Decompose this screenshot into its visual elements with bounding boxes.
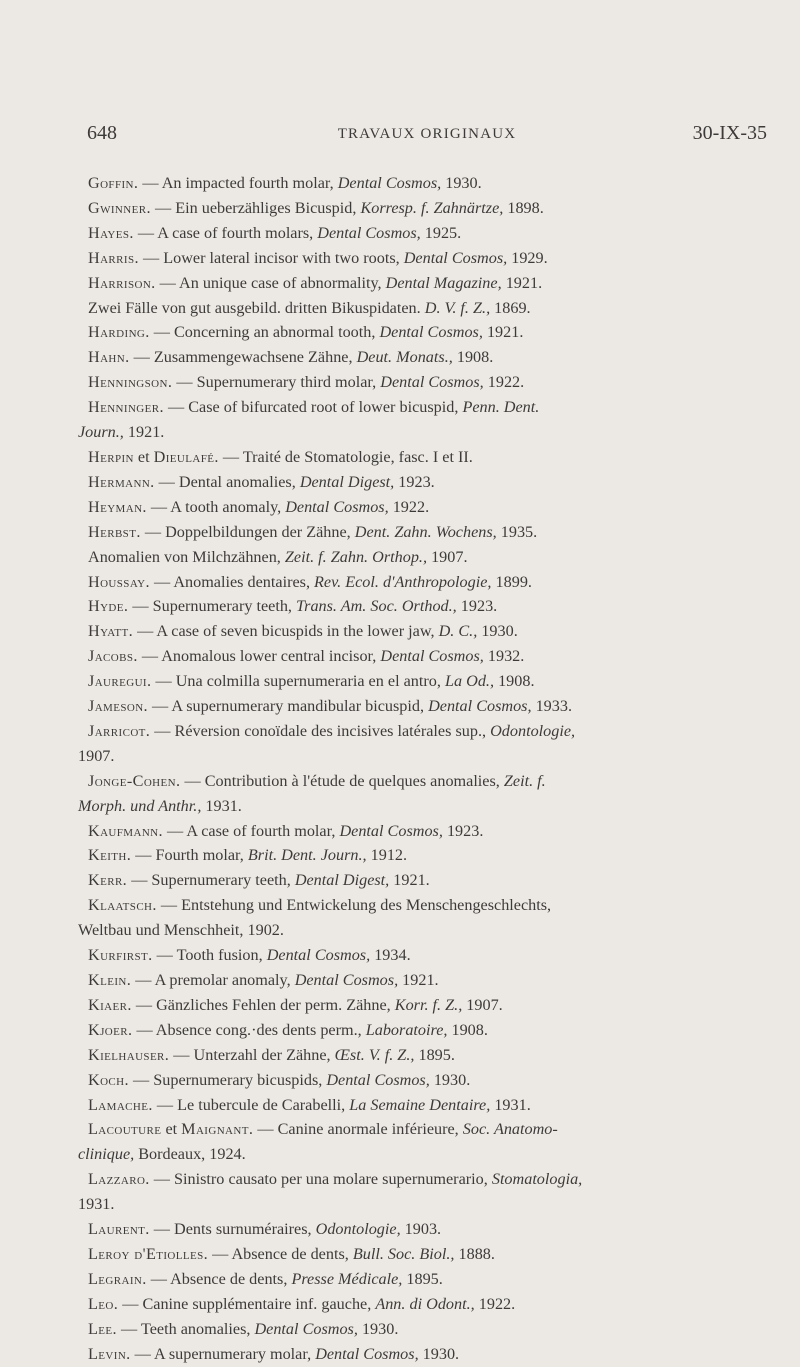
entry-year: 1921. (123, 423, 165, 442)
entry-author: Koch. (88, 1070, 129, 1089)
entry-author: Kjoer. (88, 1020, 133, 1039)
bibliography-entry (88, 1317, 768, 1342)
entry-author: Harding. (88, 323, 150, 342)
entry-journal: Zeit. f. (503, 771, 546, 790)
entry-author: Jarricot. (88, 721, 151, 740)
entry-journal: Dental Cosmos, (317, 223, 421, 242)
entry-author: Jameson. (88, 697, 148, 716)
entry-journal: Dental Cosmos, (326, 1070, 430, 1089)
entry-journal: Deut. Monats., (356, 348, 453, 367)
entry-author: Jacobs. (88, 647, 138, 666)
entry-text: et (161, 1120, 182, 1139)
entry-author: Kaufmann. (88, 821, 163, 840)
entry-journal: Soc. Anatomo- (462, 1120, 558, 1139)
entry-author: Klein. (88, 971, 132, 989)
entry-year: 1888. (454, 1244, 495, 1263)
entry-year: 1898. (503, 198, 544, 217)
entry-text: — Sinistro causato per una molare supernumerario, (149, 1170, 492, 1189)
entry-author: Jauregui. (88, 672, 152, 691)
entry-author: Klaatsch. (88, 896, 157, 915)
entry-year: 1903. (400, 1220, 442, 1239)
entry-journal: Laboratoire, (365, 1020, 448, 1039)
entry-text: — Ein ueberzähliges Bicuspid, (150, 198, 361, 217)
entry-journal: Dental Cosmos, (266, 946, 371, 965)
entry-journal: D. V. f. Z., (424, 298, 491, 317)
bibliography-entry (88, 1068, 768, 1093)
entry-journal: Trans. Am. Soc. Orthod., (296, 597, 457, 616)
entry-text: et (133, 447, 154, 466)
entry-year: 1932. (483, 647, 525, 666)
entry-text: — Supernumerary teeth, (127, 871, 295, 890)
bibliography-entry (88, 594, 768, 619)
entry-text: — A premolar anomaly, (131, 971, 295, 989)
entry-author: Maignant. (181, 1120, 254, 1139)
entry-text: — Unterzahl der Zähne, (169, 1045, 335, 1064)
bibliography-entry (88, 1018, 768, 1043)
bibliography-entry (88, 495, 768, 520)
bibliography-entry (78, 395, 768, 445)
bibliography-entry (78, 769, 768, 819)
entry-continuation (78, 918, 768, 943)
bibliography-entry (88, 470, 768, 495)
entry-continuation (78, 1142, 768, 1167)
bibliography-entry (88, 1267, 768, 1292)
entry-year: 1922. (483, 373, 525, 392)
entry-continuation (78, 420, 768, 445)
entry-journal: Œst. V. f. Z., (334, 1045, 415, 1064)
entry-text: — Gänzliches Fehlen der perm. Zähne, (131, 995, 395, 1014)
entry-journal: Dental Cosmos, (339, 821, 443, 840)
entry-author: Hyatt. (88, 622, 134, 641)
bibliography-entry (78, 1167, 768, 1217)
running-title: TRAVAUX ORIGINAUX (337, 126, 517, 142)
entry-year: 1922. (474, 1294, 516, 1313)
entry-journal: Dental Cosmos, (380, 647, 484, 666)
entry-text: — Contribution à l'étude de quelques anomalies, (180, 771, 504, 790)
entry-text: — Dents surnuméraires, (149, 1220, 316, 1239)
entry-text: — Le tubercule de Carabelli, (152, 1095, 350, 1114)
entry-text: — Lower lateral incisor with two roots, (138, 248, 404, 267)
bibliography-entry (88, 868, 768, 893)
bibliography-entry (88, 296, 768, 321)
bibliography-entry (88, 843, 768, 868)
entry-author: Henninger. (88, 398, 164, 417)
bibliography-entry (88, 171, 768, 196)
entry-year: 1931. (490, 1095, 531, 1114)
bibliography-entry (88, 246, 768, 271)
entry-journal: Ann. di Odont., (375, 1294, 475, 1313)
entry-year: 1935. (496, 522, 538, 541)
entry-journal: Dental Cosmos, (379, 323, 483, 342)
entry-year: 1925. (420, 223, 462, 242)
entry-text: — Supernumerary bicuspids, (128, 1070, 327, 1089)
entry-journal: Dental Cosmos, (254, 1319, 358, 1338)
entry-year: 1922. (388, 497, 430, 516)
entry-journal: La Semaine Dentaire, (349, 1095, 491, 1114)
entry-text: — Tooth fusion, (152, 946, 267, 965)
entry-year: 1921. (398, 971, 439, 989)
entry-text: — Case of bifurcated root of lower bicuspid, (163, 398, 463, 417)
entry-year: 1923. (456, 597, 498, 616)
entry-text: — A supernumerary mandibular bicuspid, (148, 697, 429, 716)
entry-year: Bordeaux, 1924. (134, 1145, 246, 1164)
entry-text: — A case of fourth molar, (162, 821, 340, 840)
entry-text: — An impacted fourth molar, (138, 174, 338, 192)
bibliography-entry (88, 1093, 768, 1118)
bibliography-entry (88, 370, 768, 395)
entry-text: — Doppelbildungen der Zähne, (140, 522, 355, 541)
page-number: 648 (87, 122, 117, 144)
entry-author: Harris. (88, 248, 139, 267)
entry-journal: Dental Digest, (294, 871, 390, 890)
entry-text: — A supernumerary molar, (130, 1344, 316, 1363)
bibliography-entry (88, 619, 768, 644)
entry-year: 1921. (501, 273, 543, 292)
entry-author: Lamache. (88, 1095, 153, 1114)
bibliography-entry (88, 545, 768, 570)
entry-journal: D. C., (438, 622, 478, 641)
entry-journal: Morph. und Anthr., (78, 796, 202, 815)
bibliography-entry (88, 694, 768, 719)
entry-journal: Dental Cosmos, (315, 1344, 419, 1363)
entry-journal: clinique, (78, 1145, 135, 1164)
entry-continuation (78, 744, 768, 769)
entry-author: Laurent. (88, 1220, 150, 1239)
entry-journal: Presse Médicale, (291, 1269, 403, 1288)
entry-year: 1930. (477, 622, 518, 641)
entry-author: Hermann. (88, 472, 155, 491)
entry-year: 1930. (441, 174, 482, 192)
entry-journal: Korr. f. Z., (394, 995, 463, 1014)
entry-journal: Dental Cosmos, (294, 971, 399, 989)
entry-author: Keith. (88, 846, 132, 865)
page-header (87, 122, 767, 152)
entry-journal: Dent. Zahn. Wochens, (354, 522, 497, 541)
entry-author: Lazzaro. (88, 1170, 150, 1189)
entry-continuation (78, 794, 768, 819)
entry-journal: Zeit. f. Zahn. Orthop., (284, 547, 428, 566)
entry-author: Jonge-Cohen. (88, 771, 181, 790)
entry-author: Lacouture (88, 1120, 162, 1139)
entry-text: — Absence de dents, (208, 1244, 353, 1263)
entry-year: 1908. (494, 672, 535, 691)
entry-year: 1921. (482, 323, 524, 342)
entry-author: Hyde. (88, 597, 129, 616)
entry-text: — Dental anomalies, (154, 472, 300, 491)
entry-year: 1899. (491, 572, 532, 591)
entry-text: 1931. (78, 1195, 115, 1214)
entry-author: Herpin (88, 447, 134, 466)
entry-text: — A case of fourth molars, (133, 223, 318, 242)
entry-author: Goffin. (88, 174, 139, 192)
entry-journal: Dental Magazine, (385, 273, 502, 292)
entry-text: — Absence cong.·des dents perm., (132, 1020, 366, 1039)
entry-journal: Odontologie, (315, 1220, 401, 1239)
bibliography-entry (78, 893, 768, 943)
entry-text: Anomalien von Milchzähnen, (88, 547, 285, 566)
entry-year: 1895. (414, 1045, 455, 1064)
entry-text: — Anomalous lower central incisor, (137, 647, 381, 666)
bibliography-list (78, 171, 768, 1367)
entry-author: Hahn. (88, 348, 130, 367)
entry-text: — Canine anormale inférieure, (253, 1120, 463, 1139)
entry-text: — A case of seven bicuspids in the lower jaw, (133, 622, 439, 641)
entry-author: Kurfirst. (88, 946, 153, 965)
bibliography-entry (78, 1117, 768, 1167)
entry-journal: Dental Cosmos, (428, 697, 532, 716)
entry-journal: Dental Cosmos, (380, 373, 484, 392)
entry-journal: Rev. Ecol. d'Anthropologie, (314, 572, 492, 591)
entry-journal: Korresp. f. Zahnärtze, (360, 198, 504, 217)
entry-author: Lee. (88, 1319, 117, 1338)
entry-year: 1931. (201, 796, 242, 815)
entry-journal: Dental Digest, (299, 472, 395, 491)
entry-continuation (78, 1192, 768, 1217)
entry-year: 1923. (394, 472, 435, 491)
entry-text: — Canine supplémentaire inf. gauche, (118, 1294, 376, 1313)
entry-year: 1908. (452, 348, 494, 367)
bibliography-entry (88, 271, 768, 296)
bibliography-entry (88, 943, 768, 968)
entry-author: Dieulafé. (153, 447, 219, 466)
entry-year: 1929. (507, 248, 548, 267)
entry-author: Leroy d'Etiolles. (88, 1244, 209, 1263)
bibliography-entry (88, 345, 768, 370)
entry-journal: Stomatologia, (491, 1170, 583, 1189)
bibliography-entry (88, 520, 768, 545)
entry-year: 1895. (402, 1269, 443, 1288)
entry-text: — Una colmilla supernumeraria en el antro, (151, 672, 445, 691)
entry-author: Henningson. (88, 373, 173, 392)
entry-text: — Entstehung und Entwickelung des Menschengeschlechts, (156, 896, 552, 915)
entry-year: 1923. (442, 821, 484, 840)
entry-text: — Absence de dents, (146, 1269, 292, 1288)
entry-year: 1907. (462, 995, 503, 1014)
bibliography-entry (88, 644, 768, 669)
bibliography-entry (88, 221, 768, 246)
entry-text: — Anomalies dentaires, (149, 572, 315, 591)
header-date: 30-IX-35 (692, 122, 767, 144)
entry-author: Harrison. (88, 273, 156, 292)
bibliography-entry (88, 320, 768, 345)
entry-journal: Bull. Soc. Biol., (352, 1244, 455, 1263)
entry-author: Legrain. (88, 1269, 147, 1288)
entry-author: Houssay. (88, 572, 150, 591)
bibliography-entry (88, 570, 768, 595)
entry-author: Kiaer. (88, 995, 132, 1014)
bibliography-entry (88, 993, 768, 1018)
entry-journal: Odontologie, (490, 721, 576, 740)
bibliography-entry (88, 1292, 768, 1317)
entry-text: — Supernumerary third molar, (172, 373, 381, 392)
entry-text: — Zusammengewachsene Zähne, (129, 348, 357, 367)
entry-year: 1912. (366, 846, 408, 865)
entry-year: 1930. (418, 1344, 460, 1363)
entry-text: — Teeth anomalies, (116, 1319, 255, 1338)
entry-text: — An unique case of abnormality, (155, 273, 386, 292)
entry-journal: Journ., (78, 423, 124, 442)
entry-author: Hayes. (88, 223, 134, 242)
entry-year: 1934. (370, 946, 411, 965)
entry-journal: Dental Cosmos, (337, 174, 442, 192)
bibliography-entry (88, 968, 768, 993)
entry-author: Heyman. (88, 497, 147, 516)
entry-year: 1930. (357, 1319, 399, 1338)
entry-year: 1869. (490, 298, 531, 317)
entry-year: 1908. (447, 1020, 488, 1039)
entry-text: — Fourth molar, (131, 846, 248, 865)
entry-year: 1933. (531, 697, 572, 716)
bibliography-entry (78, 719, 768, 769)
bibliography-entry (88, 669, 768, 694)
entry-journal: La Od., (444, 672, 495, 691)
entry-text: — Supernumerary teeth, (128, 597, 297, 616)
entry-author: Gwinner. (88, 198, 151, 217)
entry-journal: Dental Cosmos, (403, 248, 508, 267)
bibliography-entry (88, 819, 768, 844)
entry-text: — Concerning an abnormal tooth, (149, 323, 380, 342)
entry-text: — Traité de Stomatologie, fasc. I et II. (218, 447, 473, 466)
entry-author: Kielhauser. (88, 1045, 170, 1064)
entry-author: Leo. (88, 1294, 119, 1313)
bibliography-entry (88, 445, 768, 470)
entry-text: Weltbau und Menschheit, 1902. (78, 921, 284, 940)
entry-text: — A tooth anomaly, (146, 497, 286, 516)
entry-year: 1921. (389, 871, 430, 890)
entry-author: Herbst. (88, 522, 141, 541)
bibliography-entry (88, 1043, 768, 1068)
entry-author: Kerr. (88, 871, 128, 890)
entry-year: 1907. (427, 547, 468, 566)
entry-text: Zwei Fälle von gut ausgebild. dritten Bikuspidaten. (88, 298, 425, 317)
bibliography-entry (88, 1217, 768, 1242)
entry-journal: Penn. Dent. (462, 398, 540, 417)
bibliography-entry (88, 196, 768, 221)
entry-journal: Brit. Dent. Journ., (247, 846, 367, 865)
bibliography-entry (88, 1342, 768, 1367)
entry-text: — Réversion conoïdale des incisives latérales sup., (150, 721, 491, 740)
bibliography-entry (88, 1242, 768, 1267)
entry-author: Levin. (88, 1344, 131, 1363)
entry-year: 1930. (429, 1070, 471, 1089)
entry-text: 1907. (78, 746, 115, 765)
entry-journal: Dental Cosmos, (285, 497, 389, 516)
